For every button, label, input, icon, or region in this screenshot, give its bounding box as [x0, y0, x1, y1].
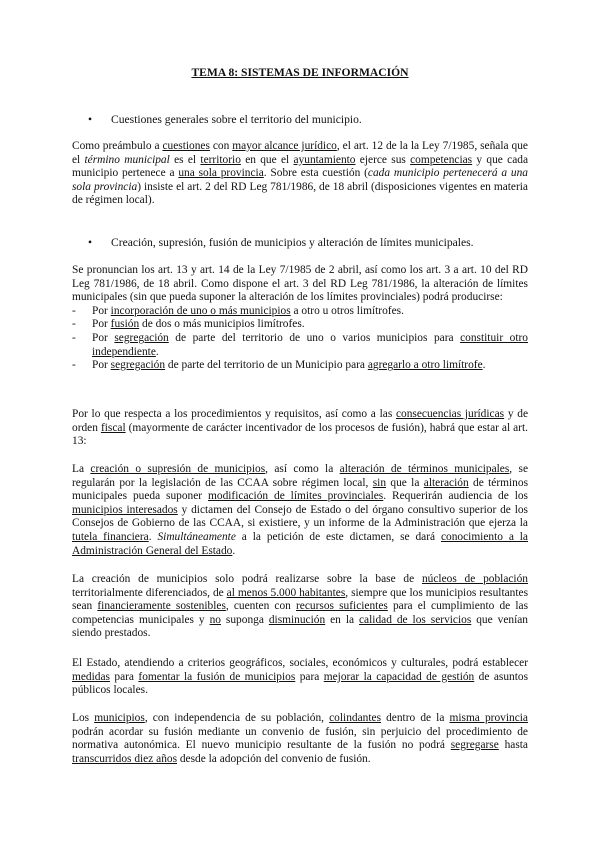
underlined-term: agregarlo a otro limítrofe — [367, 359, 483, 372]
text-run: es el — [169, 153, 201, 166]
text-run: con — [209, 140, 233, 152]
text-run: Se pronuncian los art. 13 y art. 14 de la Ley 7/1985 de 2 abril, así como los art. 3 a art. 10 del RD Leg 781/1986, de 18 abril. Como dispone el art. 3 del RD Leg 781/1986, la alteración de límites municipales (sin que pueda suponer la alteración de los límites provinciales) podrá producirse: — [72, 264, 528, 304]
text-run: en la — [325, 613, 359, 626]
bullet-general-text: Cuestiones generales sobre el territorio del municipio. — [111, 113, 362, 126]
text-run: que venían siendo prestados. — [72, 613, 528, 640]
text-run: Por — [92, 359, 111, 372]
text-run: de dos o más municipios limítrofes. — [139, 318, 305, 331]
underlined-term: modificación de límites provinciales — [208, 490, 384, 503]
text-run: El Estado, atendiendo a criterios geográficos, sociales, económicos y culturales, podrá establecer — [72, 657, 528, 669]
text-run: Los — [72, 712, 95, 724]
underlined-term: calidad de los servicios — [359, 613, 472, 626]
underlined-term: incorporación de uno o más municipios — [110, 304, 291, 317]
text-run: , el art. 12 de la la Ley 7/1985, señala que el — [72, 140, 528, 166]
paragraph-estado — [72, 657, 528, 698]
text-run: y de orden — [72, 408, 528, 434]
underlined-term: constituir otro independiente — [92, 331, 528, 358]
text-run: que la — [386, 476, 424, 489]
paragraph-procedimientos — [72, 408, 528, 449]
text-run: de asuntos públicos locales. — [72, 670, 529, 697]
underlined-term: segregación — [114, 331, 169, 344]
underlined-term: al menos 5.000 habitantes — [226, 586, 346, 599]
bullet-dot-icon: • — [88, 236, 93, 249]
underlined-term: mejorar la capacidad de gestión — [323, 670, 475, 683]
bullet-dot-icon: • — [88, 113, 93, 126]
underlined-term: tutela financiera — [72, 530, 149, 543]
text-run: de parte del territorio de un Municipio para — [165, 359, 368, 372]
underlined-term: misma provincia — [449, 712, 528, 724]
list-item — [72, 359, 528, 373]
paragraph-text — [72, 408, 528, 449]
paragraph-text — [72, 264, 528, 305]
text-run: , siempre que los municipios resultantes sean — [72, 586, 529, 613]
text-run: territorialmente diferenciados, de — [72, 586, 227, 599]
text-run: . Sobre esta cuestión ( — [263, 167, 368, 180]
paragraph-text — [72, 463, 528, 558]
text-run: , se regularán por la legislación de las CCAA sobre régimen local, — [72, 463, 528, 489]
text-run: ) insiste el art. 2 del RD Leg 781/1986, de 18 abril (disposiciones vigentes en materia de régimen local). — [72, 180, 528, 207]
text-run: y que cada municipio pertenece a — [72, 153, 529, 180]
underlined-term: municipios — [94, 712, 145, 724]
text-run: de términos municipales pueda suponer — [72, 476, 528, 503]
underlined-term: cuestiones — [162, 140, 210, 152]
text-run: (mayormente de carácter incentivador de los procesos de fusión), habrá que estar al art. 13: — [72, 421, 528, 448]
text-run: Por — [92, 318, 111, 331]
underlined-term: financieramente sostenibles — [97, 600, 226, 613]
underlined-term: colindantes — [329, 712, 382, 724]
text-run: y dictamen del Consejo de Estado o del órgano consultivo superior de los Consejos de Gobierno de las CCAA, si existiere, y un informe de la Administración que ejerza la — [72, 503, 528, 530]
underlined-term: sin — [372, 476, 387, 489]
paragraph-fusion — [72, 712, 528, 766]
bullet-creacion-text: Creación, supresión, fusión de municipios y alteración de límites municipales. — [111, 236, 474, 249]
text-run: suponga — [220, 613, 269, 626]
underlined-term: segregación — [110, 359, 166, 372]
underlined-term: medidas — [72, 670, 110, 683]
paragraph-art13 — [72, 463, 528, 558]
italic-term: Simultáneamente — [157, 530, 236, 543]
text-run: para — [295, 670, 324, 683]
text-run: Por — [92, 331, 115, 344]
paragraph-preambulo — [72, 140, 528, 208]
underlined-term: recursos suficientes — [296, 600, 388, 613]
underlined-term: disminución — [268, 613, 326, 626]
underlined-term: ayuntamiento — [293, 153, 356, 166]
text-run: hasta — [498, 739, 528, 752]
text-run: . — [155, 345, 159, 358]
text-run: . — [482, 359, 486, 372]
text-run: desde la adopción del convenio de fusión. — [177, 752, 371, 765]
list-item — [72, 318, 528, 332]
page-title: TEMA 8: SISTEMAS DE INFORMACIÓN — [191, 66, 409, 79]
underlined-term: alteración — [423, 476, 469, 489]
text-run: , así como la — [265, 463, 340, 475]
paragraph-intro — [72, 264, 528, 373]
text-run: , con independencia de su población, — [144, 712, 330, 724]
paragraph-text — [72, 573, 528, 641]
underlined-term: transcurridos diez años — [72, 752, 178, 765]
text-run: Por lo que respecta a los procedimientos y requisitos, así como a las — [72, 408, 396, 420]
text-run: para — [109, 670, 139, 683]
paragraph-text — [72, 712, 528, 766]
paragraph-creacion-requisitos — [72, 573, 528, 641]
underlined-term: núcleos de población — [421, 573, 528, 585]
text-run: de parte del territorio de uno o varios municipios para — [168, 331, 461, 344]
list-item — [72, 305, 528, 319]
underlined-term: territorio — [200, 153, 241, 166]
italic-term: cada municipio pertenecerá a una sola provincia — [72, 167, 529, 193]
text-run: a otro u otros limítrofes. — [290, 304, 404, 317]
underlined-term: competencias — [410, 153, 473, 166]
limit-alteration-list — [72, 305, 528, 373]
text-run: ejerce sus — [355, 153, 411, 166]
text-run: . — [232, 544, 236, 557]
text-run: La — [72, 463, 91, 475]
text-run: dentro de la — [381, 712, 450, 724]
underlined-term: fomentar la fusión de municipios — [138, 670, 296, 683]
list-item — [72, 332, 528, 359]
text-run: Como preámbulo a — [72, 140, 163, 152]
underlined-term: mayor alcance jurídico — [232, 140, 337, 152]
underlined-term: conocimiento a la Administración General del Estado — [72, 530, 528, 557]
text-run: La creación de municipios solo podrá realizarse sobre la base de — [72, 573, 422, 585]
text-run: , cuenten con — [225, 600, 297, 613]
text-run: podrán acordar su fusión mediante un convenio de fusión, sin perjuicio del procedimiento de normativa autonómica. El nuevo municipio resultante de la fusión no podrá — [72, 725, 528, 752]
underlined-term: fusión — [110, 318, 140, 331]
underlined-term: una sola provincia — [178, 167, 264, 180]
underlined-term: segregarse — [450, 739, 499, 752]
underlined-term: fiscal — [100, 421, 126, 434]
underlined-term: no — [209, 613, 221, 626]
text-run: a la petición de este dictamen, se dará — [235, 530, 441, 543]
text-run: para el cumplimiento de las competencias municipales y — [72, 600, 529, 626]
underlined-term: alteración de términos municipales — [339, 463, 510, 475]
paragraph-text — [72, 657, 528, 698]
text-run: Por — [92, 304, 111, 317]
paragraph-text — [72, 140, 528, 208]
text-run: . Requerirán audiencia de los — [383, 490, 528, 503]
text-run: en que el — [240, 153, 294, 166]
underlined-term: municipios interesados — [72, 503, 178, 516]
text-run: . — [148, 530, 158, 543]
underlined-term: consecuencias jurídicas — [395, 408, 505, 420]
italic-term: término municipal — [84, 153, 170, 166]
underlined-term: creación o supresión de municipios — [90, 463, 266, 475]
